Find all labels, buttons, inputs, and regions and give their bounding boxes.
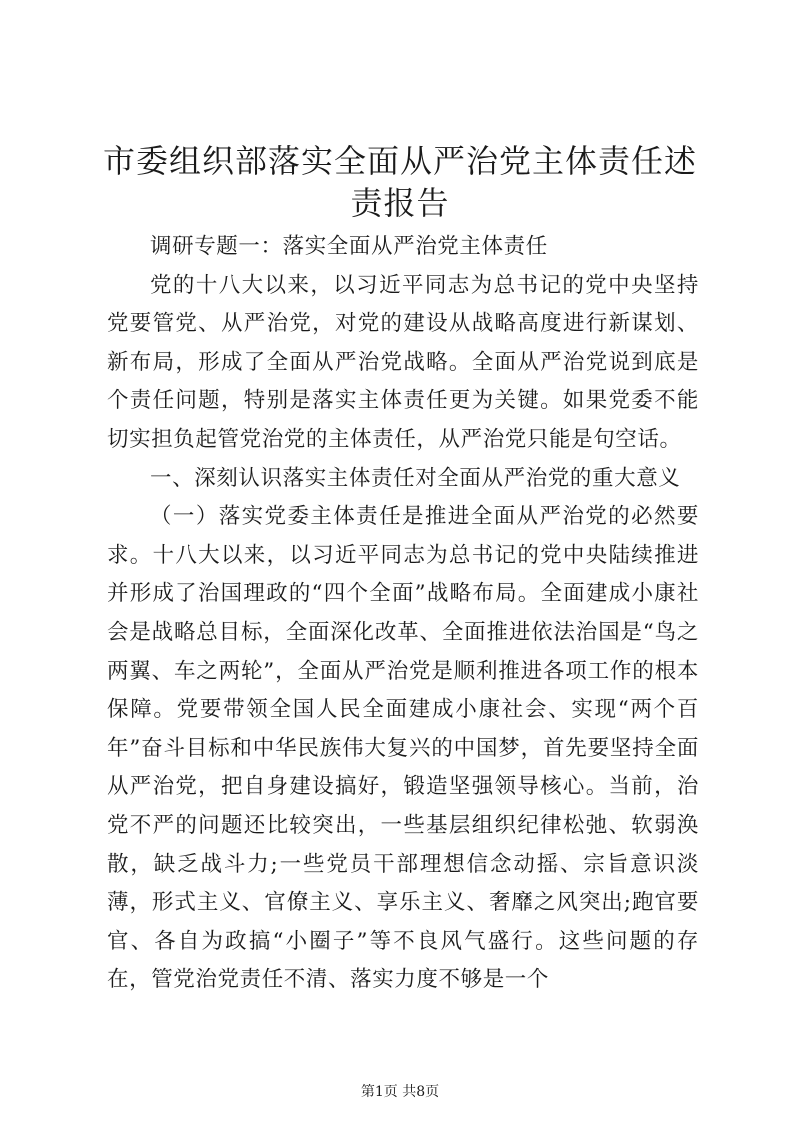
section-heading: 一、深刻认识落实主体责任对全面从严治党的重大意义 — [150, 465, 681, 491]
paragraph-section-1: （一）落实党委主体责任是推进全面从严治党的必然要求。十八大以来，以习近平同志为总书记的党中央陆续推进并形成了治国理政的“四个全面”战略布局。全面建成小康社会是战略总目标，全面深化改革、全面推进依法治国是“鸟之两翼、车之两轮”，全面从严治党是顺利推进各项工作的根本保障。党要带领全国人民全面建成小康社会、实现“两个百年”奋斗目标和中华民族伟大复兴的中国梦，首先要坚持全面从严治党，把自身建设搞好，锻造坚强领导核心。当前，治党不严的问题还比较突出，一些基层组织纪律松弛、软弱涣散，缺乏战斗力;一些党员干部理想信念动摇、宗旨意识淡薄，形式主义、官僚主义、享乐主义、奢靡之风突出;跑官要官、各自为政搞“小圈子”等不良风气盛行。这些问题的存在，管党治党责任不清、落实力度不够是一个 — [107, 504, 699, 993]
document-body — [107, 228, 699, 1000]
page-footer: 第1页 共8页 — [360, 1084, 440, 1100]
document-subtitle: 调研专题一：落实全面从严治党主体责任 — [150, 234, 548, 259]
document-title: 市委组织部落实全面从严治党主体责任述责报告 — [102, 142, 697, 222]
paragraph-intro: 党的十八大以来，以习近平同志为总书记的党中央坚持党要管党、从严治党，对党的建设从战略高度进行新谋划、新布局，形成了全面从严治党战略。全面从严治党说到底是个责任问题，特别是落实主体责任更为关键。如果党委不能切实担负起管党治党的主体责任，从严治党只能是句空话。 — [107, 272, 699, 452]
